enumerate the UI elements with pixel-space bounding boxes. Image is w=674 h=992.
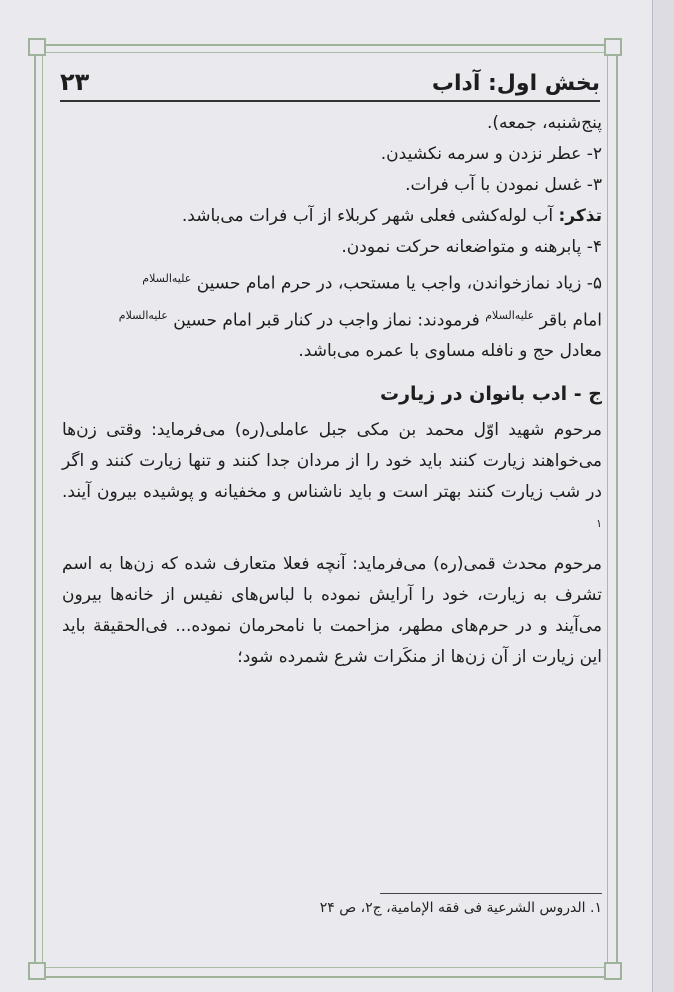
border-corner-ornament bbox=[604, 38, 622, 56]
text-line: ۳- غسل نمودن با آب فرات. bbox=[405, 175, 602, 195]
note-text: آب لوله‌کشی فعلی شهر کربلاء از آب فرات می‌باشد. bbox=[181, 206, 554, 226]
section-heading: ج - ادب بانوان در زیارت bbox=[380, 383, 602, 406]
footnote-divider bbox=[380, 893, 602, 894]
paragraph bbox=[62, 549, 602, 673]
border-corner-ornament bbox=[28, 38, 46, 56]
footnote-reference: ۱ bbox=[596, 517, 602, 531]
text-segment: ۵- زیاد نمازخواندن، واجب یا مستحب، در حرم امام حسین bbox=[196, 273, 602, 294]
text-line: ۴- پابرهنه و متواضعانه حرکت نمودن. bbox=[341, 237, 602, 257]
footnote: ۱. الدروس الشرعیة فی فقه الإمامیة، ج۲، ص ۲۴ bbox=[319, 900, 602, 916]
honorific-glyph: علیه‌السلام bbox=[118, 308, 168, 322]
page-number: ۲۳ bbox=[60, 68, 90, 96]
page-body bbox=[62, 108, 602, 673]
adjacent-page-edge bbox=[652, 0, 674, 992]
paragraph-text: مرحوم محدث قمی(ره) می‌فرماید: آنچه فعلا متعارف شده که زن‌ها به اسم تشرف به زیارت، خود را آرایش نموده با لباس‌های نفیس از خانه‌ها بیرون می‌آیند و در حرم‌های مطهر، مزاحمت با نامحرمان نموده... فی‌الحقیقة باید این زیارت از آن زن‌ها از منکَرات شرع شمرده شود؛ bbox=[62, 553, 602, 667]
honorific-glyph: علیه‌السلام bbox=[485, 308, 535, 322]
text-line: پنج‌شنبه، جمعه). bbox=[486, 113, 602, 133]
note-line bbox=[62, 201, 602, 232]
text-line bbox=[62, 300, 602, 337]
text-segment: فرمودند: نماز واجب در کنار قبر امام حسین bbox=[173, 310, 480, 331]
paragraph-text: مرحوم شهید اوّل محمد بن مکی جبل عاملی(ره) می‌فرماید: وقتی زن‌ها می‌خواهند زیارت کنند باید خود را از مردان جدا کنند و تنها زیارت کنند و اگر در شب زیارت کنند بهتر است و باید ناشناس و مخفیانه و پوشیده بیرون آیند. bbox=[62, 420, 602, 503]
chapter-title: بخش اول: آداب bbox=[431, 71, 600, 96]
text-line bbox=[62, 263, 602, 300]
page-header bbox=[60, 60, 600, 102]
note-label: تذکر: bbox=[558, 206, 602, 226]
text-segment: امام باقر bbox=[539, 310, 602, 331]
paragraph bbox=[62, 415, 602, 545]
text-line: ۲- عطر نزدن و سرمه نکشیدن. bbox=[380, 144, 602, 164]
text-line: معادل حج و نافله مساوی با عمره می‌باشد. bbox=[298, 341, 602, 362]
border-corner-ornament bbox=[604, 962, 622, 980]
honorific-glyph: علیه‌السلام bbox=[142, 272, 192, 285]
border-corner-ornament bbox=[28, 962, 46, 980]
